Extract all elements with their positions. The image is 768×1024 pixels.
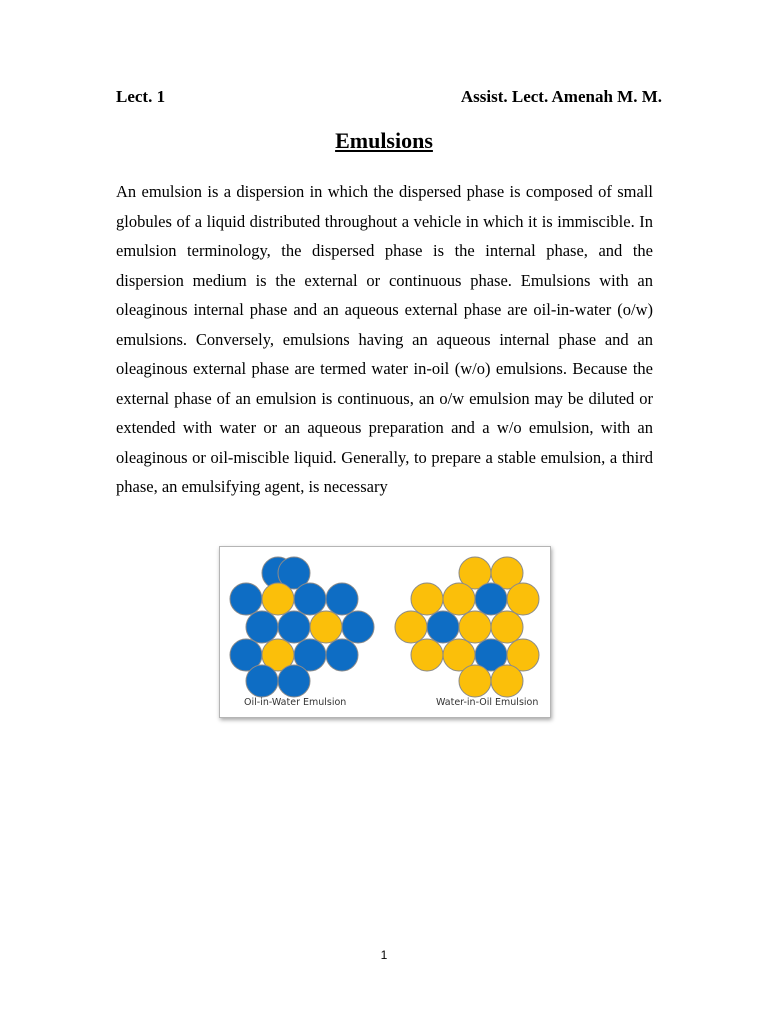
emulsion-diagram [220,547,550,717]
oil-droplet [443,583,475,615]
oil-droplet [507,583,539,615]
water-droplet [278,665,310,697]
body-paragraph: An emulsion is a dispersion in which the dispersed phase is composed of small globules of a liquid distributed throughout a vehicle in which it is immiscible. In emulsion terminology, the dispersed phase is the internal phase, and the dispersion medium is the external or continuous phase. Emulsions with an oleaginous internal phase and an aqueous external phase are oil-in-water (o/w) emulsions. Conversely, emulsions having an aqueous internal phase and an oleaginous external phase are termed water in-oil (w/o) emulsions. Because the external phase of an emulsion is continuous, an o/w emulsion may be diluted or extended with water or an aqueous preparation and a w/o emulsion, with an oleaginous or oil-miscible liquid. Generally, to prepare a stable emulsion, a third phase, an emulsifying agent, is necessary [116,182,653,496]
water-droplet [230,583,262,615]
oil-droplet [491,665,523,697]
page-header [116,87,662,107]
water-droplet [342,611,374,643]
author: Assist. Lect. Amenah M. M. [460,87,662,106]
water-droplet [326,639,358,671]
oil-droplet [310,611,342,643]
oil-droplet [491,611,523,643]
oil-droplet [411,583,443,615]
water-droplet [246,611,278,643]
oil-in-water-droplets [230,557,374,697]
oil-in-water-caption: Oil-in-Water Emulsion [244,697,347,708]
water-in-oil-droplets [395,557,539,697]
oil-droplet [262,583,294,615]
water-droplet [427,611,459,643]
water-in-oil-caption: Water-in-Oil Emulsion [436,697,539,708]
water-droplet [326,583,358,615]
page-number: 1 [380,948,388,962]
emulsion-figure [219,546,551,718]
oil-droplet [395,611,427,643]
page-title: Emulsions [335,128,433,153]
water-droplet [475,583,507,615]
oil-droplet [459,665,491,697]
oil-droplet [459,611,491,643]
oil-droplet [411,639,443,671]
water-droplet [294,583,326,615]
water-droplet [278,611,310,643]
lecture-number: Lect. 1 [116,87,166,106]
water-droplet [246,665,278,697]
